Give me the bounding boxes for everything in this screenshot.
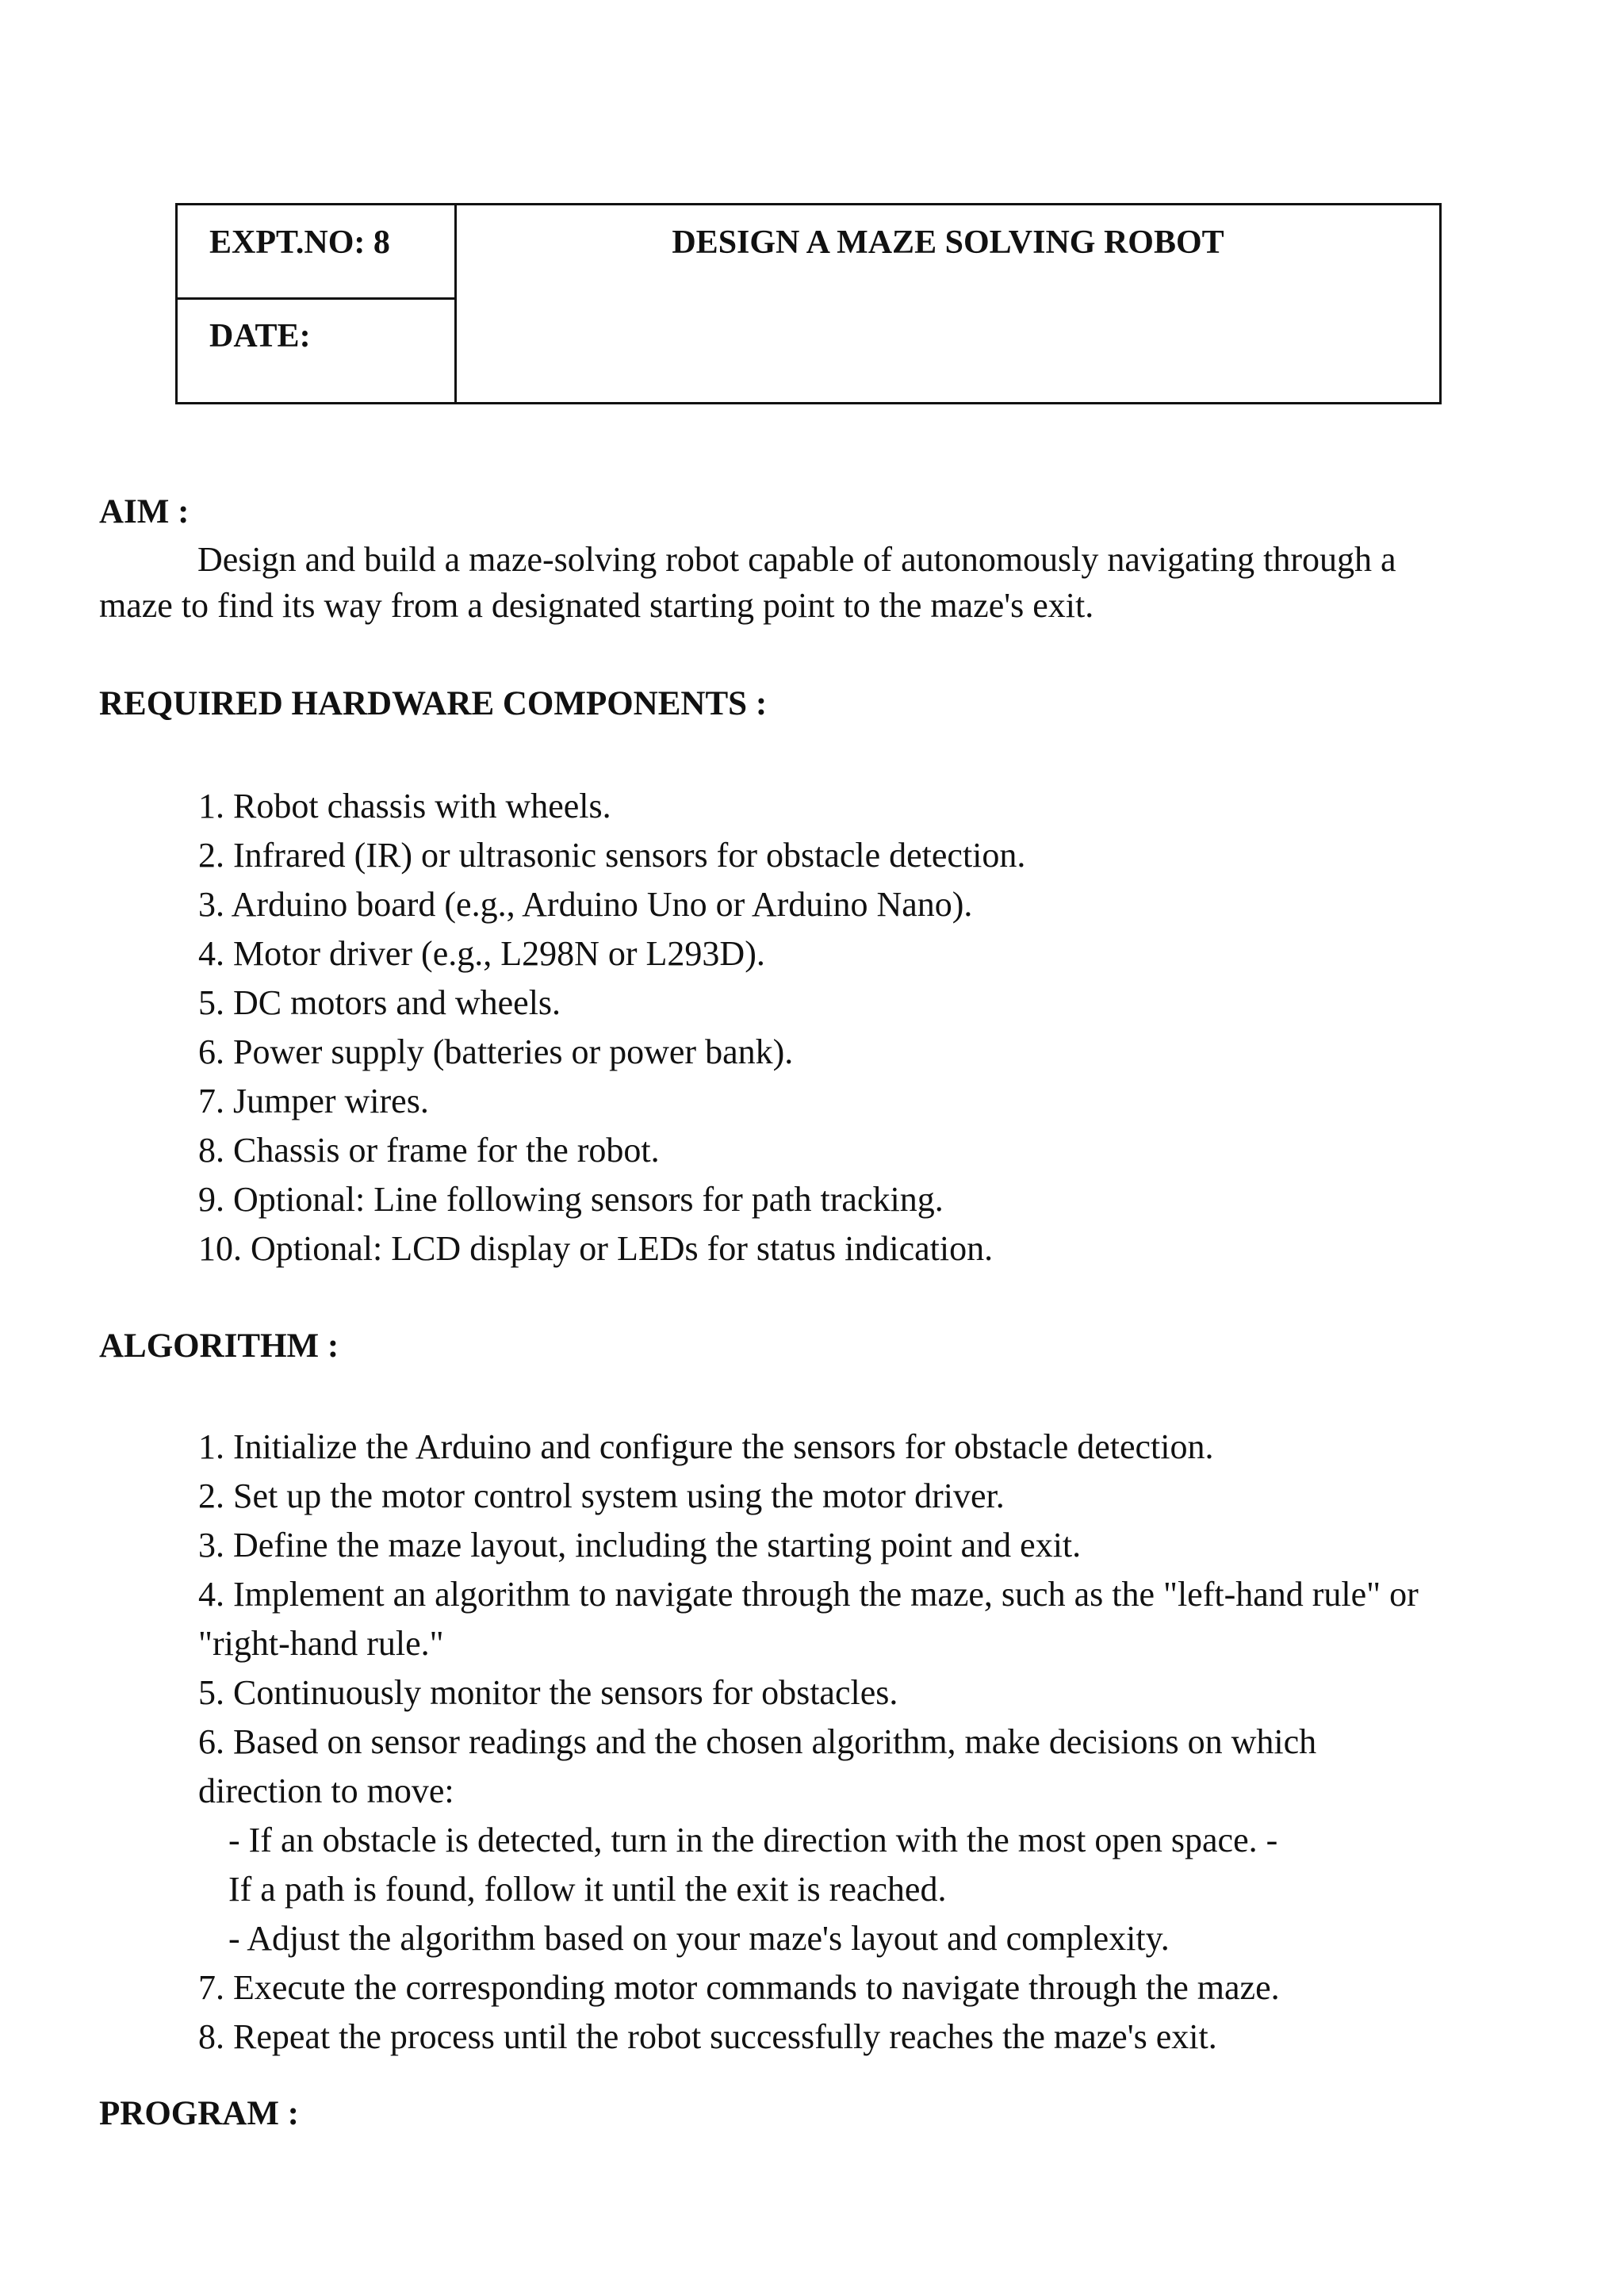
list-item: direction to move: — [198, 1771, 454, 1810]
aim-text-line-2: maze to find its way from a designated starting point to the maze's exit. — [99, 586, 1094, 625]
list-item: 3. Define the maze layout, including the starting point and exit. — [198, 1526, 1082, 1564]
program-heading: PROGRAM : — [99, 2095, 299, 2132]
list-item: 5. DC motors and wheels. — [198, 983, 561, 1022]
list-item: 9. Optional: Line following sensors for path tracking. — [198, 1180, 944, 1219]
hardware-heading: REQUIRED HARDWARE COMPONENTS : — [99, 685, 768, 722]
list-item: 7. Execute the corresponding motor commands to navigate through the maze. — [198, 1968, 1280, 2007]
list-item: "right-hand rule." — [198, 1624, 444, 1663]
list-item: 2. Set up the motor control system using the motor driver. — [198, 1476, 1005, 1515]
algorithm-list — [198, 1423, 1419, 2062]
list-item: If a path is found, follow it until the exit is reached. — [228, 1870, 947, 1909]
list-item: 7. Jumper wires. — [198, 1082, 429, 1120]
aim-text-line-1: Design and build a maze-solving robot capable of autonomously navigating through a — [197, 540, 1396, 579]
experiment-header-table — [175, 203, 1442, 404]
list-item: - If an obstacle is detected, turn in the direction with the most open space. - — [228, 1821, 1278, 1859]
list-item: 3. Arduino board (e.g., Arduino Uno or Arduino Nano). — [198, 885, 973, 924]
list-item: 1. Robot chassis with wheels. — [198, 787, 611, 825]
list-item: 8. Repeat the process until the robot successfully reaches the maze's exit. — [198, 2017, 1217, 2056]
list-item: 5. Continuously monitor the sensors for obstacles. — [198, 1673, 898, 1712]
experiment-date: DATE: — [209, 318, 311, 354]
list-item: 8. Chassis or frame for the robot. — [198, 1131, 660, 1170]
list-item: 4. Implement an algorithm to navigate through the maze, such as the "left-hand rule" or — [198, 1575, 1419, 1614]
hardware-list — [198, 782, 1025, 1273]
experiment-number: EXPT.NO: 8 — [209, 224, 390, 261]
list-item: 2. Infrared (IR) or ultrasonic sensors for obstacle detection. — [198, 836, 1026, 875]
table-divider-horizontal — [178, 297, 457, 300]
list-item: 4. Motor driver (e.g., L298N or L293D). — [198, 934, 765, 973]
list-item: - Adjust the algorithm based on your maze's layout and complexity. — [228, 1919, 1170, 1958]
list-item: 6. Based on sensor readings and the chosen algorithm, make decisions on which — [198, 1722, 1317, 1761]
aim-heading: AIM : — [99, 493, 190, 530]
list-item: 1. Initialize the Arduino and configure the sensors for obstacle detection. — [198, 1427, 1214, 1466]
list-item: 6. Power supply (batteries or power bank). — [198, 1032, 794, 1071]
list-item: 10. Optional: LCD display or LEDs for status indication. — [198, 1229, 994, 1268]
experiment-title: DESIGN A MAZE SOLVING ROBOT — [672, 224, 1224, 261]
algorithm-heading: ALGORITHM : — [99, 1327, 339, 1365]
